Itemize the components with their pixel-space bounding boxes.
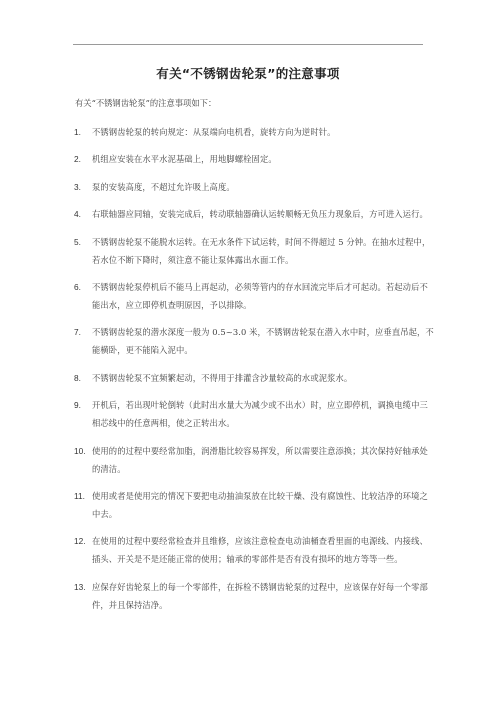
list-item bbox=[74, 442, 434, 478]
list-item-text: 不锈钢齿轮泵停机后不能马上再起动，必须等管内的存水回流完毕后才可起动。若起动后不能出水，应立即停机查明原因，予以排除。 bbox=[92, 281, 428, 310]
precautions-list bbox=[74, 123, 434, 623]
list-item-number: 10. bbox=[74, 445, 86, 456]
list-item bbox=[74, 278, 434, 314]
list-item bbox=[74, 123, 434, 141]
list-item-number: 12. bbox=[74, 536, 86, 547]
list-item-number: 7. bbox=[74, 327, 81, 338]
list-item bbox=[74, 205, 434, 223]
list-item-text: 应保存好齿轮泵上的每一个零部件，在拆检不锈钢齿轮泵的过程中，应该保存好每一个零部件，并且保持洁净。 bbox=[92, 581, 428, 610]
list-item-number: 13. bbox=[74, 581, 86, 592]
list-item-number: 8. bbox=[74, 372, 81, 383]
list-item-number: 2. bbox=[74, 154, 81, 165]
list-item-text: 不锈钢齿轮泵的潜水深度一般为 0.5~3.0 米，不锈钢齿轮泵在潜入水中时，应垂直吊起，不能横卧，更不能陷入泥中。 bbox=[92, 327, 434, 356]
list-item-text: 不锈钢齿轮泵的转向规定：从泵端向电机看，旋转方向为逆时针。 bbox=[92, 127, 336, 137]
list-item-number: 4. bbox=[74, 209, 81, 220]
list-item-text: 在使用的过程中要经常检查并且维修，应该注意检查电动油桶查看里面的电源线、内接线、插头、开关是不是还能正常的使用；轴承的零部件是否有没有损坏的地方等等一些。 bbox=[92, 536, 428, 565]
list-item bbox=[74, 396, 434, 432]
header-rule bbox=[73, 44, 423, 45]
list-item bbox=[74, 150, 434, 168]
list-item-text: 泵的安装高度，不超过允许吸上高度。 bbox=[92, 181, 235, 192]
list-item-text: 开机后，若出现叶轮倒转（此时出水量大为减少或不出水）时，应立即停机，调换电缆中三相芯线中的任意两相，使之正转出水。 bbox=[92, 400, 428, 429]
list-item-number: 3. bbox=[74, 181, 81, 192]
list-item-number: 1. bbox=[74, 127, 81, 137]
list-item bbox=[74, 578, 434, 614]
document-title: 有关“不锈钢齿轮泵”的注意事项 bbox=[156, 66, 340, 81]
list-item-number: 6. bbox=[74, 281, 81, 292]
list-item-text: 使用或者是使用完的情况下要把电动抽油泵放在比较干燥、没有腐蚀性、比较洁净的环境之中去。 bbox=[92, 490, 428, 519]
list-item bbox=[74, 178, 434, 196]
list-item-text: 机组应安装在水平水泥基础上，用地脚螺栓固定。 bbox=[92, 154, 277, 165]
intro-text: 有关“不锈钢齿轮泵”的注意事项如下： bbox=[75, 98, 217, 108]
list-item-text: 不锈钢齿轮泵不能脱水运转。在无水条件下试运转，时间不得超过 5 分钟。在抽水过程中，若水位不断下降时，须注意不能让泵体露出水面工作。 bbox=[92, 236, 431, 265]
list-item bbox=[74, 532, 434, 568]
list-item-number: 11. bbox=[74, 490, 85, 501]
list-item bbox=[74, 233, 434, 269]
list-item-number: 5. bbox=[74, 236, 81, 247]
list-item-text: 使用的的过程中要经常加脂，润滑脂比较容易挥发，所以需要注意添换；其次保持好轴承处的清洁。 bbox=[92, 445, 428, 474]
list-item bbox=[74, 369, 434, 387]
list-item-number: 9. bbox=[74, 400, 81, 411]
list-item-text: 右联轴器应同轴，安装完成后，转动联轴器确认运转顺畅无负压力现象后，方可进入运行。 bbox=[92, 209, 428, 220]
list-item bbox=[74, 323, 434, 359]
list-item-text: 不锈钢齿轮泵不宜频繁起动，不得用于排灌含沙量较高的水或泥浆水。 bbox=[92, 372, 353, 383]
list-item bbox=[74, 487, 434, 523]
